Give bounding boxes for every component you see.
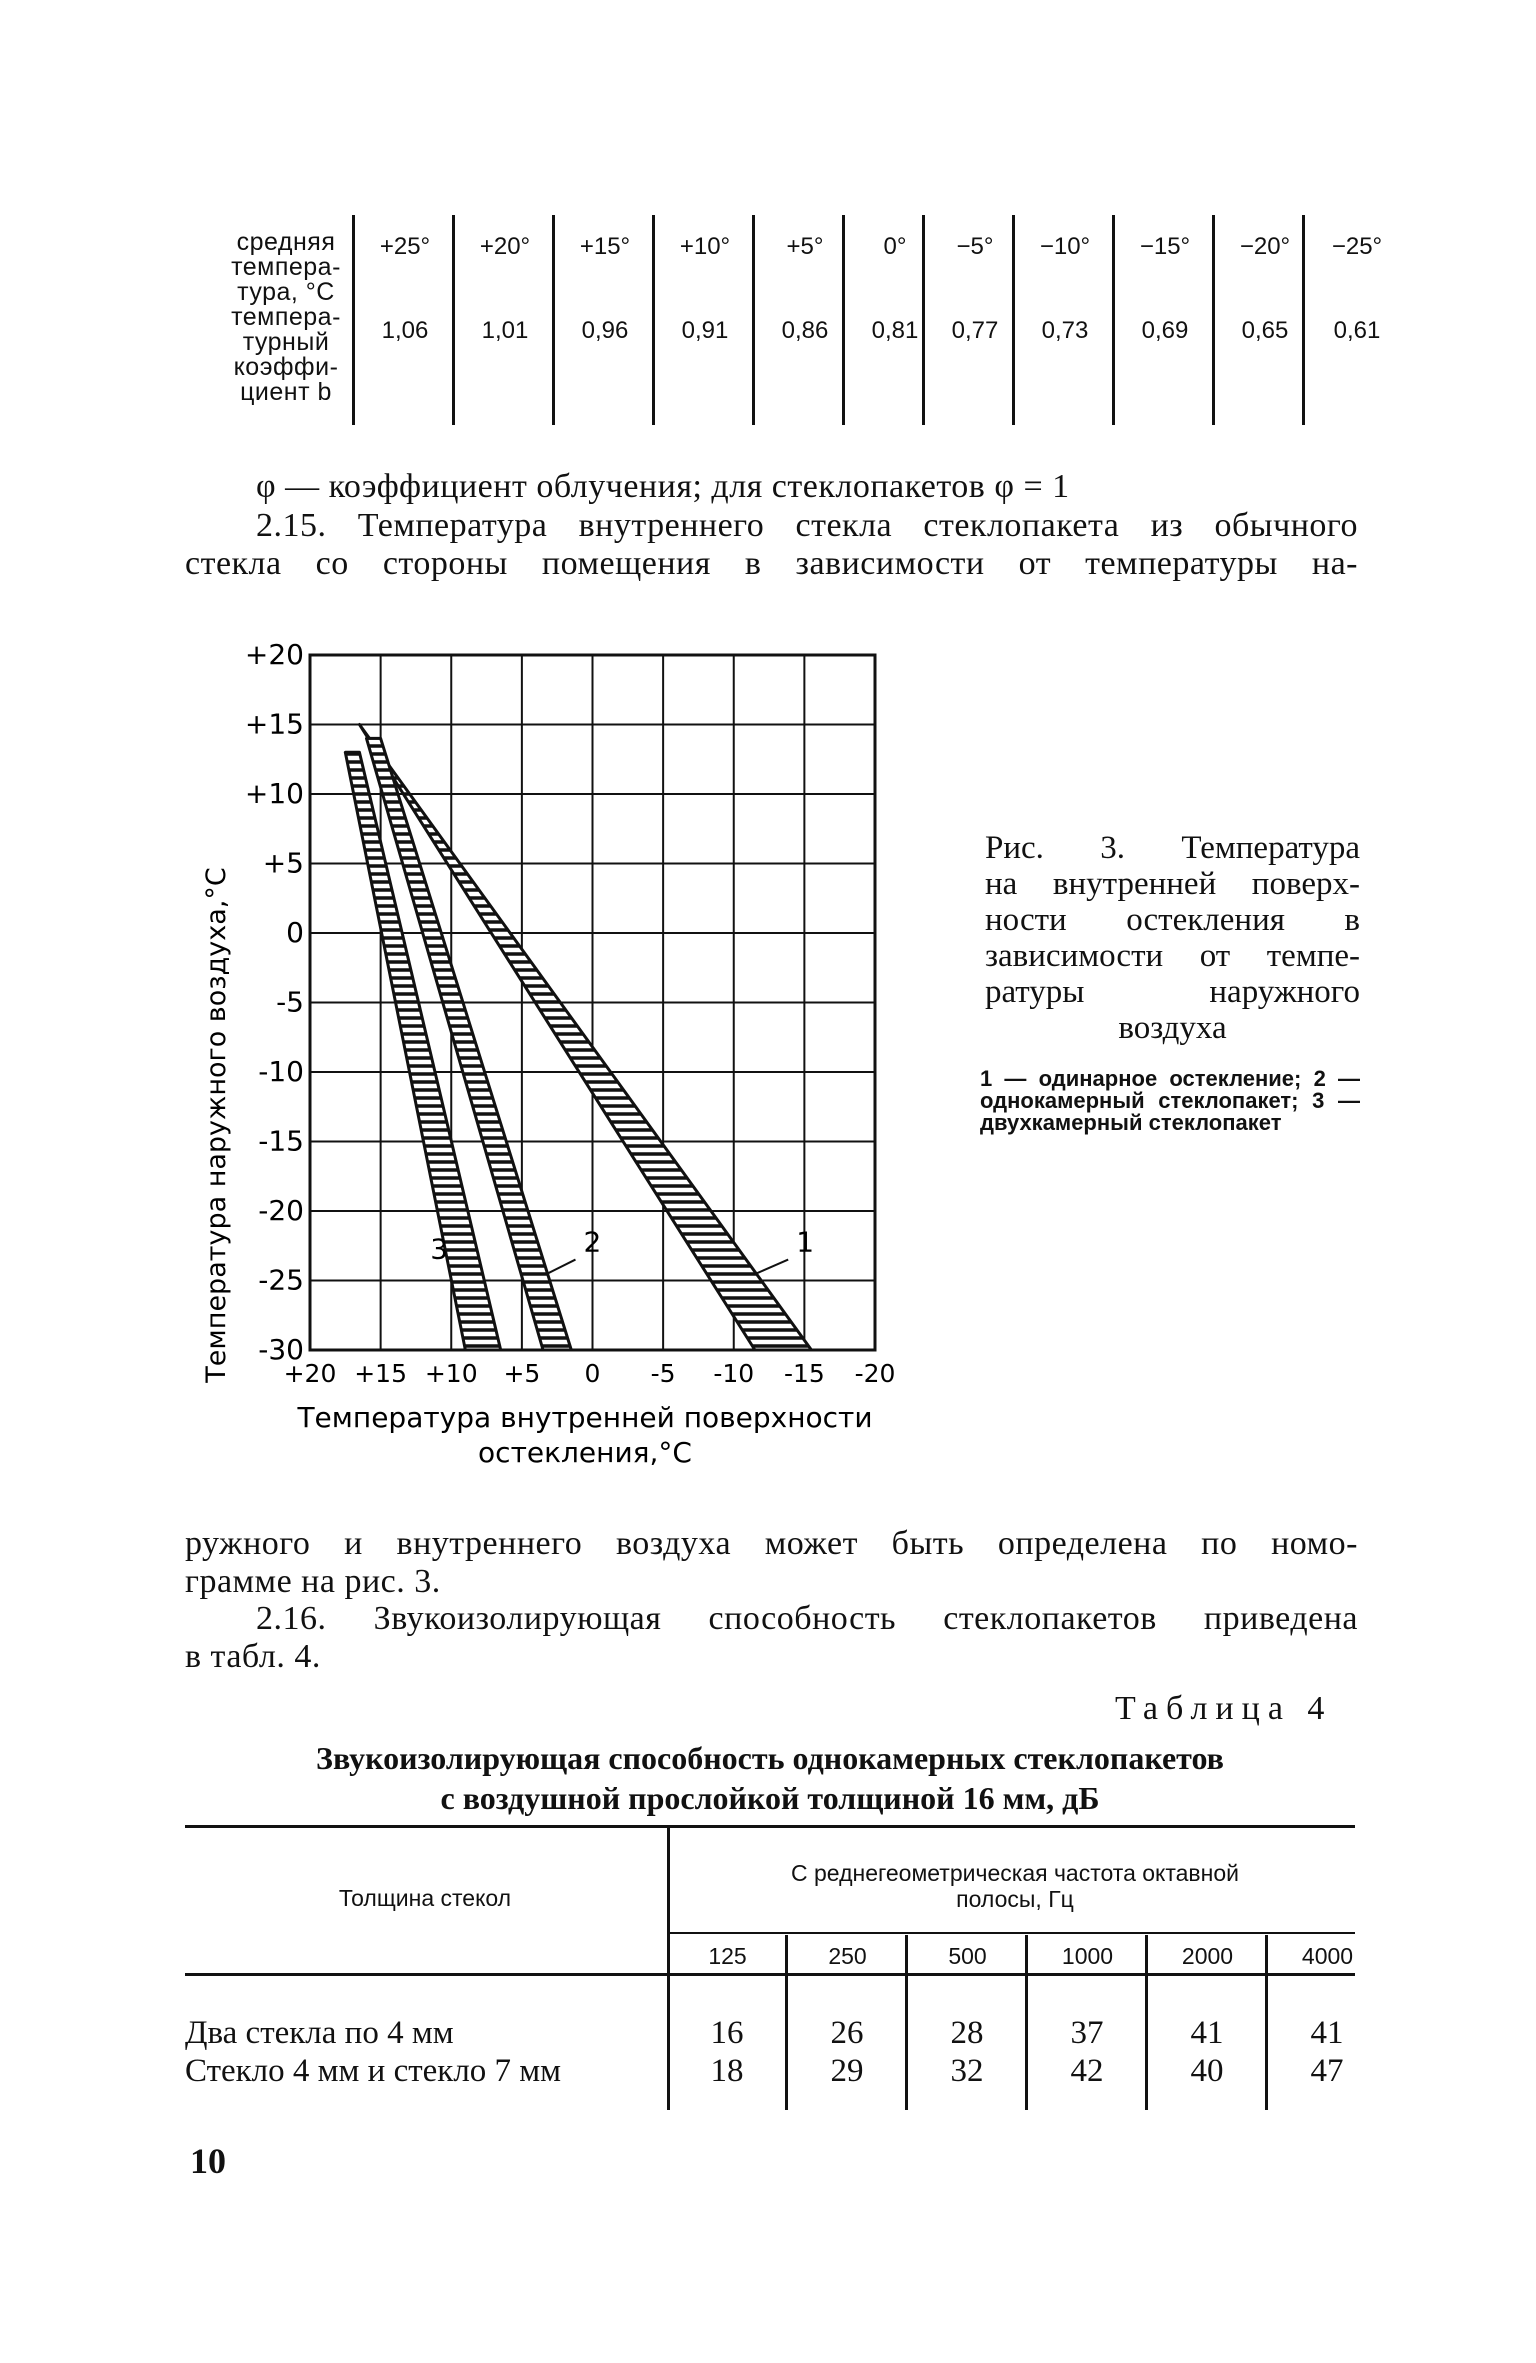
table-4-top-rule — [185, 1825, 1355, 1828]
coef-value-cell: 0,61 — [1333, 317, 1381, 344]
y-tick-label: +20 — [244, 638, 304, 671]
y-tick-label: 0 — [286, 916, 304, 949]
coef-column-rule — [552, 215, 555, 425]
coef-column-rule — [1212, 215, 1215, 425]
y-tick-label: -25 — [258, 1263, 304, 1297]
coef-value-cell: 0,91 — [681, 317, 729, 344]
paragraph-2-16-line2: в табл. 4. — [185, 1638, 321, 1675]
table-4-cell: 41 — [1310, 2015, 1344, 2051]
table-4-cell: 32 — [950, 2053, 984, 2089]
coef-temperature-cell: +25° — [379, 233, 431, 260]
chart-bands — [345, 725, 814, 1351]
x-tick-label: +10 — [424, 1359, 478, 1388]
x-tick-label: +15 — [354, 1359, 408, 1388]
table-4-col0-header: Толщина стекол — [338, 1885, 512, 1911]
coef-column-rule — [1112, 215, 1115, 425]
coef-value-cell: 0,96 — [581, 317, 629, 344]
coef-temperature-cell: −15° — [1139, 233, 1191, 260]
x-axis-label-line1: Температура внутренней поверхности — [297, 1401, 873, 1434]
coef-temperature-cell: −25° — [1331, 233, 1383, 260]
table-4-frequency-header: 2000 — [1181, 1943, 1234, 1969]
coef-temperature-cell: +10° — [679, 233, 731, 260]
temperature-coefficient-table — [212, 215, 1383, 430]
table-4-cell: 16 — [710, 2015, 744, 2051]
y-tick-label: -30 — [258, 1333, 304, 1366]
table-4-column-rule — [905, 1935, 908, 2110]
paragraph-2-15-line2: стекла со стороны помещения в зависимости от температуры на- — [185, 545, 1358, 582]
figure-caption: Рис. 3. Температура на внутренней поверх- ности остекления в зависимости от темпе- ратуры наружного воздуха — [985, 830, 1360, 1046]
y-tick-label: -15 — [258, 1124, 304, 1158]
paragraph-2-16-line1: 2.16. Звукоизолирующая способность стеклопакетов приведена — [256, 1600, 1358, 1637]
y-tick-label: +5 — [262, 846, 304, 880]
x-tick-label: -5 — [650, 1359, 676, 1388]
table-4-column-rule — [1025, 1935, 1028, 2110]
series-label-3: 3 — [430, 1232, 449, 1266]
table-4-cell: 37 — [1070, 2015, 1104, 2051]
x-tick-label: -10 — [713, 1359, 755, 1388]
table-4-cell: 41 — [1190, 2015, 1224, 2051]
coef-row-header: средняя темпера- тура, °С темпера- турный коэффи- циент b — [231, 228, 341, 406]
table-4-row-label: Два стекла по 4 мм — [185, 2015, 454, 2051]
table-4 — [185, 1825, 1355, 2115]
coef-value-cell: 0,69 — [1141, 317, 1189, 344]
x-tick-label: -15 — [783, 1359, 825, 1388]
nomogram-chart — [185, 630, 925, 1480]
coef-temperature-cell: +15° — [579, 233, 631, 260]
table-4-frequency-header: 1000 — [1061, 1943, 1114, 1969]
x-axis-label-line2: остекления,°С — [478, 1436, 692, 1469]
y-tick-label: +10 — [244, 777, 304, 810]
coef-temperature-cell: −5° — [956, 233, 994, 260]
table-4-cell: 18 — [710, 2053, 744, 2089]
table-4-cell: 28 — [950, 2015, 984, 2051]
paragraph-2-15-line1: 2.15. Температура внутреннего стекла стеклопакета из обычного — [256, 507, 1358, 544]
series-label-2: 2 — [583, 1225, 602, 1259]
coef-value-cell: 0,77 — [951, 317, 999, 344]
table-4-cell: 47 — [1310, 2053, 1344, 2089]
coef-temperature-cell: −10° — [1039, 233, 1091, 260]
coef-value-cell: 0,73 — [1041, 317, 1089, 344]
chart-ticks — [245, 638, 896, 1388]
table-4-column-rule — [1145, 1935, 1148, 2110]
table-4-header-rule — [185, 1973, 1355, 1976]
table-4-column-rule — [785, 1935, 788, 2110]
y-tick-label: +15 — [244, 707, 304, 741]
coef-temperature-cell: 0° — [883, 233, 907, 260]
coef-value-cell: 0,81 — [871, 317, 919, 344]
y-axis-label: Температура наружного воздуха,°С — [201, 867, 232, 1383]
table-4-title: Звукоизолирующая способность однокамерных стеклопакетов с воздушной прослойкой толщиной 16 мм, дБ — [316, 1740, 1224, 1816]
table-4-cell: 29 — [830, 2053, 864, 2089]
table-4-cell: 40 — [1190, 2053, 1224, 2089]
y-tick-label: -20 — [258, 1194, 304, 1227]
series-leader-line — [756, 1260, 788, 1274]
table-4-cell: 26 — [830, 2015, 864, 2051]
coef-temperature-cell: −20° — [1239, 233, 1291, 260]
coef-value-cell: 1,06 — [381, 317, 429, 344]
x-tick-label: +20 — [283, 1359, 337, 1388]
phi-line: φ — коэффициент облучения; для стеклопакетов φ = 1 — [256, 468, 1070, 505]
x-tick-label: +5 — [503, 1359, 541, 1388]
page-number: 10 — [190, 2141, 226, 2181]
table-4-frequency-header: 500 — [948, 1943, 987, 1969]
coef-value-cell: 1,01 — [481, 317, 529, 344]
coef-temperature-cell: +20° — [479, 233, 531, 260]
coef-column-rule — [452, 215, 455, 425]
coef-column-rule — [352, 215, 355, 425]
series-leader-line — [547, 1260, 575, 1274]
y-tick-label: -5 — [276, 985, 304, 1019]
x-tick-label: -20 — [854, 1359, 896, 1388]
table-4-label: Таблица 4 — [1115, 1690, 1333, 1727]
coef-value-cell: 0,86 — [781, 317, 829, 344]
coef-column-rule — [652, 215, 655, 425]
x-tick-label: 0 — [584, 1359, 601, 1388]
series-label-1: 1 — [796, 1225, 815, 1259]
table-4-column-rule — [1265, 1935, 1268, 2110]
figure-legend-note: 1 — одинарное остекление; 2 — однокамерный стеклопакет; 3 — двухкамерный стеклопакет — [980, 1066, 1360, 1135]
table-4-frequency-header: 4000 — [1301, 1943, 1354, 1969]
table-4-frequency-header: 125 — [708, 1943, 747, 1969]
table-4-frequency-header: 250 — [828, 1943, 867, 1969]
coef-temperature-cell: +5° — [786, 233, 824, 260]
y-tick-label: -10 — [258, 1055, 304, 1088]
continuation-line2: грамме на рис. 3. — [185, 1563, 441, 1600]
coef-value-cell: 0,65 — [1241, 317, 1289, 344]
table-4-subheader-rule — [670, 1932, 1355, 1934]
table-4-cell: 42 — [1070, 2053, 1104, 2089]
table-4-group-header: С реднегеометрическая частота октавной полосы, Гц — [791, 1860, 1239, 1912]
coef-column-rule — [752, 215, 755, 425]
continuation-line1: ружного и внутреннего воздуха может быть определена по номо- — [185, 1525, 1358, 1562]
table-4-row-label: Стекло 4 мм и стекло 7 мм — [185, 2053, 562, 2089]
